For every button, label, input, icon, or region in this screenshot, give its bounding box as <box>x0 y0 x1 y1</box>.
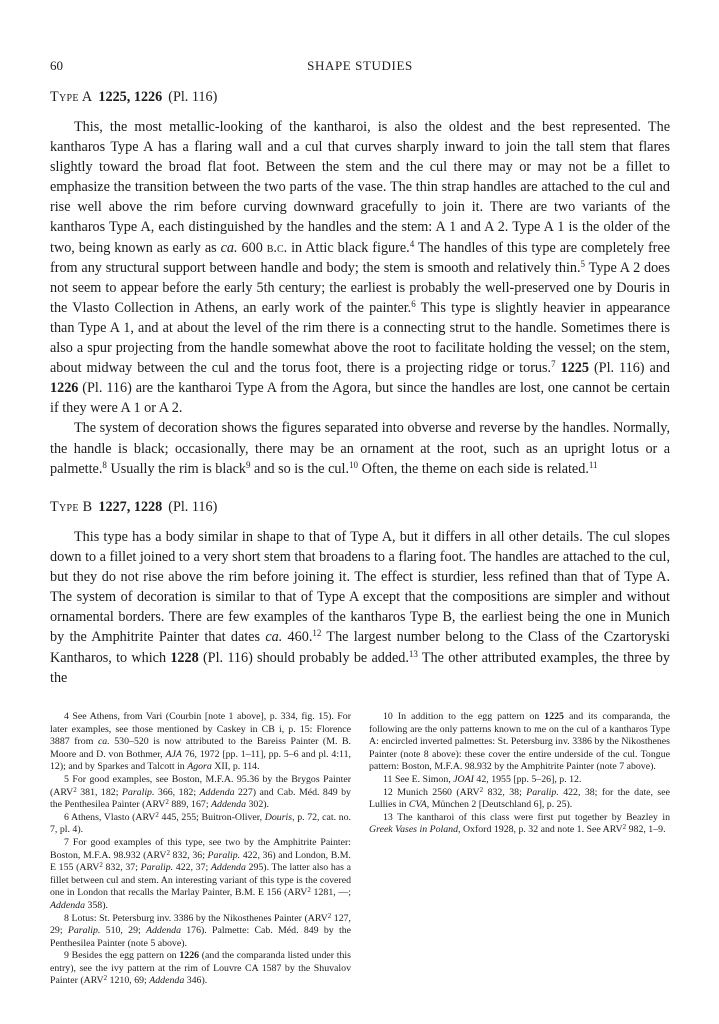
text-italic: Paralip. <box>207 849 241 861</box>
footnote-5 <box>50 774 351 812</box>
text-run: 530–520 is now attributed to the Bareiss Painter (M. B. Moore and D. von Bothmer, <box>50 736 351 760</box>
superscript: 2 <box>479 785 484 794</box>
paragraph <box>50 418 670 478</box>
text-italic: Paralip. <box>121 786 155 798</box>
text-run: 832, 37; <box>102 862 141 874</box>
text-run: 9 Besides the egg pattern on <box>64 950 180 962</box>
text-italic: ca. <box>97 736 110 748</box>
text-run: 422, 36) and London, B.M. E 155 (ARV <box>50 849 351 874</box>
footnote-ref: 7 <box>551 359 556 370</box>
text-run: 5 For good examples, see Boston, M.F.A. 95.36 by the Brygos Painter (ARV <box>50 773 351 798</box>
text-italic: JOAI <box>453 773 474 785</box>
footnote-ref: 11 <box>588 459 598 470</box>
text-italic: Paralip. <box>140 862 174 874</box>
text-run: 127, 29; <box>50 912 352 937</box>
footnote-ref: 6 <box>411 298 416 309</box>
text-run: (and the comparanda listed under this entry), see the ivy pattern at the rim of Louvre CA 1587 by the Shuvalov Painter (ARV <box>50 950 351 987</box>
text-run: 227) and Cab. Méd. 849 by the Penthesilea Painter (ARV <box>50 786 351 811</box>
text-italic: CVA <box>408 799 427 811</box>
text-smallcaps: b.c. <box>266 239 288 256</box>
text-run: 11 See E. Simon, <box>383 773 454 785</box>
footnote-10 <box>369 711 670 774</box>
footnote-13 <box>369 812 670 837</box>
superscript: 2 <box>327 911 332 920</box>
text-italic: Douris <box>264 811 293 823</box>
text-run: 381, 182; <box>76 786 122 798</box>
text-run: 76, 1972 [pp. 1–11], pp. 5–6 and pl. 4:11, 12); and by Sparkes and Talcott in <box>50 748 351 773</box>
footnote-7 <box>50 837 351 913</box>
text-run: 6 Athens, Vlasto (ARV <box>64 811 156 823</box>
text-run: 358). <box>85 899 108 911</box>
text-run: 42, 1955 [pp. 5–26], p. 12. <box>473 773 582 785</box>
text-run: The system of decoration shows the figures separated into obverse and reverse by the handles. Normally, the handle is black; occasionally, there may be an ornament at the root, such as an upright lotus or a palmette. <box>50 420 670 477</box>
footnote-ref: 9 <box>246 459 251 470</box>
text-run: The largest number belong to the Class of the Czartoryski Kantharos, to which <box>50 629 670 666</box>
footnote-ref: 4 <box>409 238 415 249</box>
text-run: 422, 38; for the date, see Lullies in <box>369 786 670 811</box>
text-run: , München 2 [Deutschland 6], p. 25). <box>426 799 573 811</box>
text-run: , p. 72, cat. no. 7, pl. 4). <box>50 811 352 836</box>
footnotes <box>50 711 670 1001</box>
text-run: 982, 1–9. <box>626 824 666 836</box>
catalogue-numbers: 1225, 1226 <box>98 89 163 105</box>
text-run: 346). <box>184 975 208 987</box>
text-italic: ca. <box>265 629 283 646</box>
text-run: and so is the cul. <box>250 460 350 477</box>
footnote-ref: 8 <box>102 459 107 470</box>
text-italic: Paralip. <box>67 925 101 937</box>
text-run: and its comparanda, the following are the only patterns known to me on the cul of a kantharos Type A: encircled inverted palmettes: St. Petersburg inv. 3386 by the Nikosthenes Painter (note 8 above): these cover the entire underside of the cul. Tongue pattern: Boston, M.F.A. 98.932 by the Amphitrite Painter (note 7 above). <box>369 711 670 773</box>
text-run: (Pl. 116) and <box>588 360 670 377</box>
paragraph <box>50 117 670 418</box>
superscript: 2 <box>166 848 170 857</box>
text-run: 176). Palmette: Cab. Méd. 849 by the Penthesilea Painter (note 5 above). <box>50 925 351 949</box>
catalogue-number: 1226 <box>50 380 79 397</box>
text-run: 366, 182; <box>154 786 200 798</box>
footnote-11 <box>369 774 670 787</box>
text-run: (Pl. 116) should probably be added. <box>198 649 409 666</box>
section-heading-type-b <box>50 499 217 516</box>
text-italic: AJA <box>165 748 182 760</box>
superscript: 2 <box>307 886 311 895</box>
text-run: Often, the theme on each side is related. <box>358 460 589 477</box>
plate-reference: (Pl. 116) <box>168 499 218 515</box>
text-run: 4 See Athens, from Vari (Courbin [note 1 above], p. 334, fig. 15). For later examples, see those mentioned by Caskey in CB i, p. 15: Florence 3887 from <box>50 711 351 748</box>
text-run: 889, 167; <box>168 799 212 811</box>
text-run: 295). The latter also has a fillet between cul and stem. An interesting variant of this type is the covered one in London that recalls the Marlay Painter, B.M. E 156 (ARV <box>50 862 351 899</box>
section-b-body <box>50 527 670 688</box>
text-run: 13 The kantharoi of this class were first put together by Beazley in <box>383 811 670 823</box>
text-run: 600 <box>237 239 267 256</box>
text-run: The handles of this type are completely free from any structural support between handle and body; the stem is smooth and relatively thin. <box>50 239 670 276</box>
text-run: Type A 2 does not seem to appear before the early 5th century; the earliest is probably the well-preserved one by Douris in the Vlasto Collection in Athens, an early work of the painter. <box>50 259 670 316</box>
superscript: 2 <box>165 798 169 807</box>
paragraph <box>50 527 670 688</box>
text-run: , Oxford 1928, p. 32 and note 1. See ARV <box>458 824 623 836</box>
text-run: 832, 36; <box>169 849 208 861</box>
text-run: (Pl. 116) are the kantharoi Type A from the Agora, but since the handles are lost, one cannot be certain if they were A 1 or A 2. <box>50 380 670 417</box>
superscript: 2 <box>103 974 108 983</box>
plate-reference: (Pl. 116) <box>168 89 218 105</box>
text-run: 510, 29; <box>100 925 146 937</box>
catalogue-number: 1226 <box>179 950 200 962</box>
text-run: This type is slightly heavier in appearance than Type A 1, and at about the level of the rim there is a connecting strut to the handle. Sometimes there is also a spur projecting from the handle somewhat above the root to facilitate holding the vessel; on the stem, about midway between the cul and the torus foot, there is a projecting ridge or torus. <box>50 299 670 377</box>
text-run: This, the most metallic-looking of the kantharoi, is also the oldest and the best represented. The kantharos Type A has a flaring wall and a cul that curves sharply inward to join the tall stem that flares slightly toward the broad flat foot. Between the stem and the cul there may or may not be a fillet to emphasize the transition between the two parts of the vase. The thin strap handles are attached to the cul and rise well above the rim before curving downward gracefully to join it. There are two variants of the kantharos Type A, each distinguished by the handles and the stem: A 1 and A 2. Type A 1 is the older of the two, being known as early as <box>50 119 670 256</box>
text-italic: Addenda <box>50 899 85 911</box>
footnote-ref: 5 <box>580 258 586 269</box>
footnote-6 <box>50 812 351 837</box>
catalogue-number: 1225 <box>544 711 564 722</box>
text-run: Usually the rim is black <box>106 460 246 477</box>
catalogue-numbers: 1227, 1228 <box>98 499 163 515</box>
text-run: 8 Lotus: St. Petersburg inv. 3386 by the Nikosthenes Painter (ARV <box>64 912 328 924</box>
footnote-4 <box>50 711 351 774</box>
footnote-12 <box>369 787 670 812</box>
text-italic: Addenda <box>146 925 181 937</box>
text-italic: Agora <box>187 761 212 773</box>
text-italic: Paralip. <box>526 786 559 798</box>
type-label: Type A <box>50 89 93 105</box>
text-run: 12 Munich 2560 (ARV <box>383 786 480 798</box>
text-run: This type has a body similar in shape to that of Type A, but it differs in all other details. The cul slopes down to a fillet joined to a very short stem that broadens to a flaring foot. The handles are attached to the cul, but they do not rise above the rim before joining it. The effect is sturdier, less refined than that of Type A. The system of decoration is similar to that of Type A except that the compositions are simpler and without ornamental borders. There are few examples of the kantharos Type B, the earliest being the one in Munich by the Amphitrite Painter that dates <box>50 529 670 646</box>
text-run: 832, 38; <box>483 786 527 798</box>
footnote-8 <box>50 913 351 951</box>
section-a-body <box>50 117 670 479</box>
text-run: The other attributed examples, the three by the <box>50 649 670 686</box>
superscript: 2 <box>73 785 77 794</box>
catalogue-number: 1228 <box>170 649 199 666</box>
text-run: in Attic black figure. <box>287 239 410 256</box>
text-italic: Addenda <box>211 799 247 811</box>
footnote-ref: 13 <box>408 648 418 659</box>
text-italic: Addenda <box>210 862 246 874</box>
text-italic: ca. <box>220 239 238 256</box>
section-heading-type-a <box>50 89 217 106</box>
footnote-ref: 12 <box>312 628 322 639</box>
catalogue-number: 1225 <box>560 360 589 377</box>
running-title: SHAPE STUDIES <box>307 58 413 73</box>
text-run: 460. <box>282 629 313 646</box>
text-run: 7 For good examples of this type, see two by the Amphitrite Painter: Boston, M.F.A. 98.932 (ARV <box>50 836 351 861</box>
text-run: 10 In addition to the egg pattern on <box>383 711 545 722</box>
footnote-9 <box>50 950 351 988</box>
superscript: 2 <box>622 823 627 832</box>
text-run: 445, 255; Buitron-Oliver, <box>158 811 265 823</box>
text-run: 1210, 69; <box>107 975 150 987</box>
text-run: 422, 37; <box>173 862 211 874</box>
footnote-ref: 10 <box>349 459 359 470</box>
running-head <box>50 58 670 76</box>
text-run: 302). <box>246 799 269 811</box>
superscript: 2 <box>99 861 103 870</box>
superscript: 2 <box>155 810 159 819</box>
text-italic: Addenda <box>199 786 235 798</box>
type-label: Type B <box>50 499 93 515</box>
text-italic: Addenda <box>149 975 185 987</box>
text-italic: Greek Vases in Poland <box>369 824 459 836</box>
text-run: XII, p. 114. <box>211 761 260 773</box>
page-number: 60 <box>50 58 63 73</box>
text-run: 1281, —; <box>310 887 351 899</box>
